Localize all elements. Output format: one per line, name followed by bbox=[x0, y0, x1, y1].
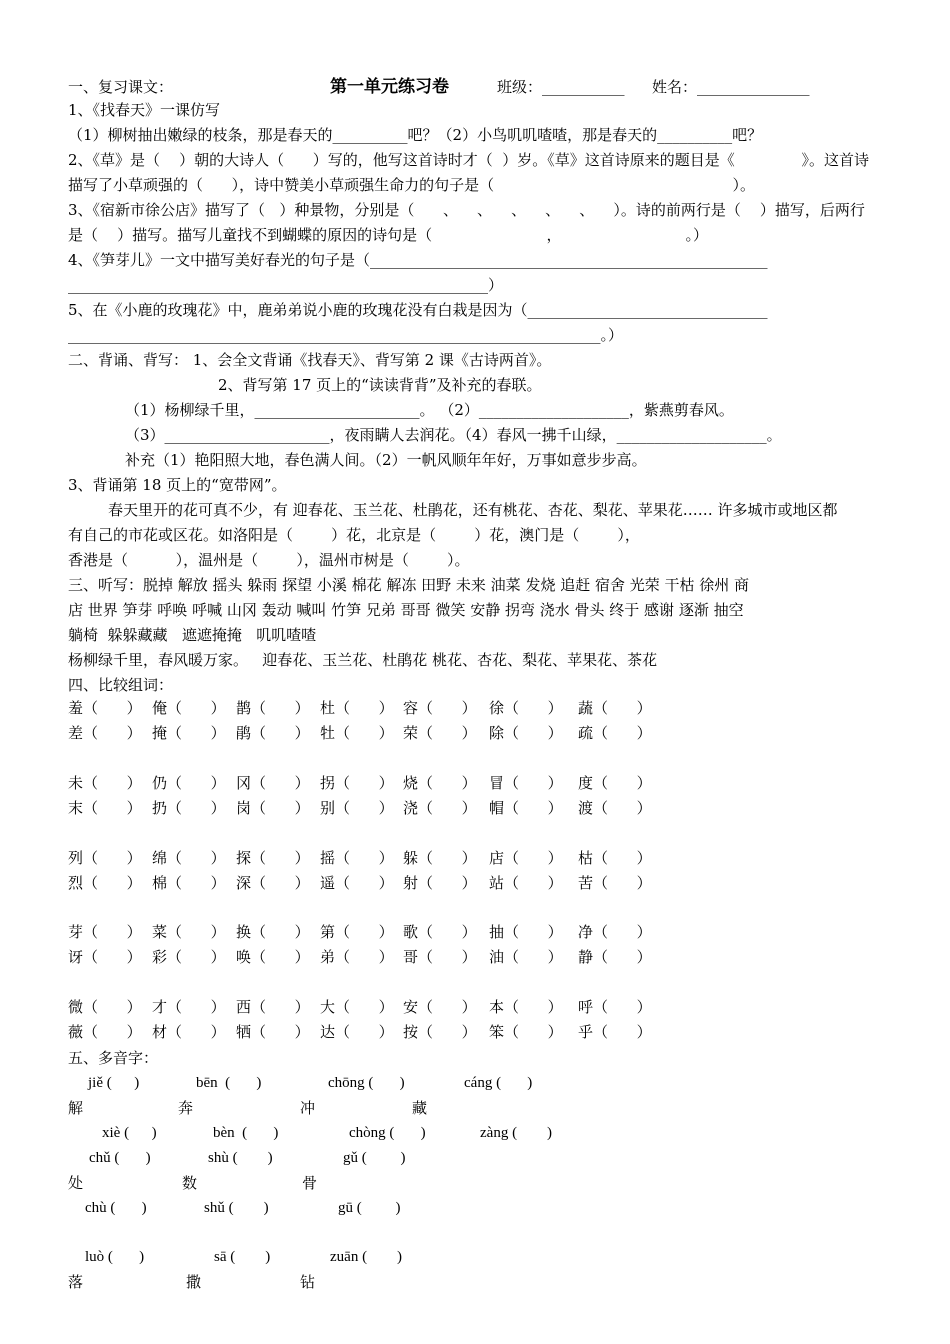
dictation-line-2: 店 世界 笋芽 呼唤 呼喊 山冈 轰动 喊叫 竹笋 兄弟 哥哥 微笑 安静 拐弯 浇水 骨头 终于 感谢 逐渐 抽空 bbox=[68, 601, 744, 619]
compare-char: 摇 bbox=[320, 849, 336, 867]
compare-cell bbox=[320, 995, 394, 1019]
answer-blank[interactable]: （ ） bbox=[593, 799, 652, 817]
compare-char: 站 bbox=[489, 874, 505, 892]
compare-cell bbox=[68, 721, 142, 745]
answer-blank[interactable]: （ ） bbox=[167, 699, 226, 717]
answer-blank[interactable]: （ ） bbox=[167, 948, 226, 966]
answer-blank[interactable]: （ ） bbox=[251, 699, 310, 717]
answer-blank[interactable]: （ ） bbox=[504, 998, 563, 1016]
answer-blank[interactable]: （ ） bbox=[504, 874, 563, 892]
answer-blank[interactable]: （ ） bbox=[504, 699, 563, 717]
compare-char: 深 bbox=[236, 874, 252, 892]
compare-cell bbox=[236, 846, 310, 870]
class-field: 班级：___________ bbox=[497, 78, 625, 96]
compare-char: 蔬 bbox=[578, 699, 594, 717]
char-shu: 数 bbox=[182, 1174, 198, 1192]
compare-cell bbox=[489, 796, 563, 820]
char-zuan: 钻 bbox=[300, 1273, 316, 1291]
compare-char: 扔 bbox=[152, 799, 168, 817]
compare-cell bbox=[403, 920, 477, 944]
line-flowers-3: 香港是（ ），温州是（ ），温州市树是（ ）。 bbox=[68, 551, 470, 569]
pinyin-chong4: chòng ( ) bbox=[349, 1125, 426, 1141]
compare-cell bbox=[152, 1020, 226, 1044]
compare-cell bbox=[236, 920, 310, 944]
answer-blank[interactable]: （ ） bbox=[83, 724, 142, 742]
answer-blank[interactable]: （ ） bbox=[335, 774, 394, 792]
compare-cell bbox=[489, 696, 563, 720]
compare-char: 牺 bbox=[236, 1023, 252, 1041]
compare-cell bbox=[489, 945, 563, 969]
compare-cell bbox=[489, 871, 563, 895]
answer-blank[interactable]: （ ） bbox=[83, 948, 142, 966]
compare-cell bbox=[152, 796, 226, 820]
answer-blank[interactable]: （ ） bbox=[167, 724, 226, 742]
answer-blank[interactable]: （ ） bbox=[418, 948, 477, 966]
compare-cell bbox=[403, 796, 477, 820]
compare-char: 微 bbox=[68, 998, 84, 1016]
pinyin-gu1: gū ( ) bbox=[338, 1200, 401, 1216]
answer-blank[interactable]: （ ） bbox=[335, 849, 394, 867]
compare-char: 枯 bbox=[578, 849, 594, 867]
pinyin-zuan1: zuān ( ) bbox=[330, 1249, 403, 1265]
compare-char: 歌 bbox=[403, 923, 419, 941]
section-3-dictation-1: 三、听写：脱掉 解放 摇头 躲雨 探望 小溪 棉花 解冻 田野 未来 油菜 发烧 追赶 宿舍 光荣 干枯 徐州 商 bbox=[68, 576, 750, 594]
compare-cell bbox=[403, 721, 477, 745]
pinyin-chu3: chǔ ( ) bbox=[89, 1150, 151, 1166]
answer-blank[interactable]: （ ） bbox=[593, 774, 652, 792]
compare-char: 掩 bbox=[152, 724, 168, 742]
answer-blank[interactable]: （ ） bbox=[83, 1023, 142, 1041]
answer-blank[interactable]: （ ） bbox=[504, 849, 563, 867]
compare-char: 鹃 bbox=[236, 724, 252, 742]
compare-char: 烈 bbox=[68, 874, 84, 892]
compare-char: 杜 bbox=[320, 699, 336, 717]
compare-cell bbox=[320, 1020, 394, 1044]
compare-cell bbox=[68, 796, 142, 820]
compare-char: 冈 bbox=[236, 774, 252, 792]
answer-blank[interactable]: （ ） bbox=[593, 874, 652, 892]
compare-char: 大 bbox=[320, 998, 336, 1016]
compare-cell bbox=[578, 945, 652, 969]
answer-blank[interactable]: （ ） bbox=[83, 998, 142, 1016]
compare-char: 薇 bbox=[68, 1023, 84, 1041]
compare-char: 绵 bbox=[152, 849, 168, 867]
compare-cell bbox=[578, 920, 652, 944]
pinyin-xie4: xiè ( ) bbox=[102, 1125, 157, 1141]
answer-blank[interactable]: （ ） bbox=[83, 923, 142, 941]
compare-char: 西 bbox=[236, 998, 252, 1016]
answer-blank[interactable]: （ ） bbox=[167, 799, 226, 817]
answer-blank[interactable]: （ ） bbox=[418, 1023, 477, 1041]
char-jie: 解 bbox=[68, 1099, 84, 1117]
compare-char: 哥 bbox=[403, 948, 419, 966]
compare-cell bbox=[152, 721, 226, 745]
compare-cell bbox=[578, 696, 652, 720]
pinyin-sa1: sā ( ) bbox=[214, 1249, 271, 1265]
answer-blank[interactable]: （ ） bbox=[251, 799, 310, 817]
line-q4b: ________________________________________________________） bbox=[68, 276, 504, 294]
answer-blank[interactable]: （ ） bbox=[593, 849, 652, 867]
answer-blank[interactable]: （ ） bbox=[251, 874, 310, 892]
answer-blank[interactable]: （ ） bbox=[504, 724, 563, 742]
pinyin-shu4: shù ( ) bbox=[208, 1150, 273, 1166]
compare-char: 岗 bbox=[236, 799, 252, 817]
compare-char: 呼 bbox=[578, 998, 594, 1016]
compare-char: 渡 bbox=[578, 799, 594, 817]
line-q5a: 5、在《小鹿的玫瑰花》中，鹿弟弟说小鹿的玫瑰花没有白栽是因为（________________________________ bbox=[68, 301, 768, 319]
char-cang: 藏 bbox=[412, 1099, 428, 1117]
answer-blank[interactable]: （ ） bbox=[418, 799, 477, 817]
char-gu: 骨 bbox=[302, 1174, 318, 1192]
line-q2a: 2、《草》是（ ）朝的大诗人（ ）写的，他写这首诗时才（ ）岁。《草》这首诗原来的题目是《 》。这首诗 bbox=[68, 151, 870, 169]
compare-cell bbox=[68, 1020, 142, 1044]
compare-cell bbox=[236, 796, 310, 820]
compare-char: 俺 bbox=[152, 699, 168, 717]
compare-cell bbox=[68, 995, 142, 1019]
char-sa: 撒 bbox=[186, 1273, 202, 1291]
answer-blank[interactable]: （ ） bbox=[335, 699, 394, 717]
compare-cell bbox=[68, 871, 142, 895]
compare-char: 彩 bbox=[152, 948, 168, 966]
line-q2b: 描写了小草顽强的（ ），诗中赞美小草顽强生命力的句子是（ ）。 bbox=[68, 176, 756, 194]
compare-char: 容 bbox=[403, 699, 419, 717]
answer-blank[interactable]: （ ） bbox=[167, 849, 226, 867]
compare-char: 帽 bbox=[489, 799, 505, 817]
compare-cell bbox=[236, 721, 310, 745]
answer-blank[interactable]: （ ） bbox=[504, 1023, 563, 1041]
answer-blank[interactable]: （ ） bbox=[335, 1023, 394, 1041]
compare-cell bbox=[320, 696, 394, 720]
compare-char: 浇 bbox=[403, 799, 419, 817]
compare-cell bbox=[578, 721, 652, 745]
compare-char: 探 bbox=[236, 849, 252, 867]
compare-cell bbox=[489, 721, 563, 745]
compare-char: 材 bbox=[152, 1023, 168, 1041]
answer-blank[interactable]: （ ） bbox=[251, 849, 310, 867]
char-ben: 奔 bbox=[178, 1099, 194, 1117]
compare-cell bbox=[236, 771, 310, 795]
answer-blank[interactable]: （ ） bbox=[251, 1023, 310, 1041]
compare-char: 乎 bbox=[578, 1023, 594, 1041]
compare-char: 讶 bbox=[68, 948, 84, 966]
compare-char: 净 bbox=[578, 923, 594, 941]
line-flowers-2: 有自己的市花或区花。如洛阳是（ ）花，北京是（ ）花，澳门是（ ）， bbox=[68, 526, 640, 544]
page-title: 第一单元练习卷 bbox=[330, 77, 449, 97]
compare-cell bbox=[403, 871, 477, 895]
compare-char: 未 bbox=[68, 774, 84, 792]
compare-cell bbox=[489, 846, 563, 870]
answer-blank[interactable]: （ ） bbox=[251, 724, 310, 742]
compare-char: 笨 bbox=[489, 1023, 505, 1041]
compare-cell bbox=[152, 771, 226, 795]
compare-char: 差 bbox=[68, 724, 84, 742]
answer-blank[interactable]: （ ） bbox=[167, 874, 226, 892]
answer-blank[interactable]: （ ） bbox=[593, 1023, 652, 1041]
compare-char: 芽 bbox=[68, 923, 84, 941]
pinyin-ben4: bèn ( ) bbox=[213, 1125, 279, 1141]
answer-blank[interactable]: （ ） bbox=[593, 699, 652, 717]
answer-blank[interactable]: （ ） bbox=[593, 998, 652, 1016]
compare-char: 按 bbox=[403, 1023, 419, 1041]
line-couplet-2: （3）______________________，夜雨瞒人去润花。（4）春风一拂千山绿，____________________。 bbox=[125, 426, 782, 444]
compare-char: 除 bbox=[489, 724, 505, 742]
compare-cell bbox=[320, 796, 394, 820]
answer-blank[interactable]: （ ） bbox=[83, 849, 142, 867]
compare-cell bbox=[236, 871, 310, 895]
answer-blank[interactable]: （ ） bbox=[83, 699, 142, 717]
answer-blank[interactable]: （ ） bbox=[335, 923, 394, 941]
compare-char: 苦 bbox=[578, 874, 594, 892]
line-q5b: _______________________________________________________________________。） bbox=[68, 326, 624, 344]
compare-cell bbox=[578, 995, 652, 1019]
compare-cell bbox=[320, 721, 394, 745]
compare-cell bbox=[68, 846, 142, 870]
compare-cell bbox=[320, 920, 394, 944]
compare-char: 度 bbox=[578, 774, 594, 792]
compare-cell bbox=[152, 995, 226, 1019]
answer-blank[interactable]: （ ） bbox=[335, 998, 394, 1016]
section-2-heading: 二、背诵、背写： 1、会全文背诵《找春天》、背写第 2 课《古诗两首》。 bbox=[68, 351, 552, 369]
answer-blank[interactable]: （ ） bbox=[335, 874, 394, 892]
compare-cell bbox=[578, 796, 652, 820]
answer-blank[interactable]: （ ） bbox=[418, 874, 477, 892]
section-4-heading: 四、比较组词： bbox=[68, 676, 174, 694]
char-chong: 冲 bbox=[300, 1099, 316, 1117]
compare-char: 本 bbox=[489, 998, 505, 1016]
compare-char: 列 bbox=[68, 849, 84, 867]
compare-char: 射 bbox=[403, 874, 419, 892]
line-imitation: （1）柳树抽出嫩绿的枝条，那是春天的__________吧？（2）小鸟叽叽喳喳，那是春天的__________吧？ bbox=[68, 126, 763, 144]
dictation-line-4: 杨柳绿千里，春风暖万家。 迎春花、玉兰花、杜鹃花 桃花、杏花、梨花、苹果花、茶花 bbox=[68, 651, 658, 669]
compare-char: 静 bbox=[578, 948, 594, 966]
answer-blank[interactable]: （ ） bbox=[418, 774, 477, 792]
compare-cell bbox=[152, 945, 226, 969]
compare-cell bbox=[152, 696, 226, 720]
pinyin-zang4: zàng ( ) bbox=[480, 1125, 553, 1141]
compare-cell bbox=[152, 920, 226, 944]
char-luo: 落 bbox=[68, 1273, 84, 1291]
answer-blank[interactable]: （ ） bbox=[167, 774, 226, 792]
line-couplet-1: （1）杨柳绿千里，______________________。 （2）____________________，紫燕剪春风。 bbox=[125, 401, 734, 419]
compare-cell bbox=[403, 846, 477, 870]
compare-char: 唤 bbox=[236, 948, 252, 966]
answer-blank[interactable]: （ ） bbox=[418, 699, 477, 717]
compare-char: 抽 bbox=[489, 923, 505, 941]
compare-cell bbox=[403, 995, 477, 1019]
compare-cell bbox=[489, 771, 563, 795]
compare-char: 仍 bbox=[152, 774, 168, 792]
answer-blank[interactable]: （ ） bbox=[251, 998, 310, 1016]
answer-blank[interactable]: （ ） bbox=[251, 948, 310, 966]
compare-char: 达 bbox=[320, 1023, 336, 1041]
compare-char: 末 bbox=[68, 799, 84, 817]
answer-blank[interactable]: （ ） bbox=[504, 923, 563, 941]
compare-cell bbox=[68, 920, 142, 944]
compare-char: 牡 bbox=[320, 724, 336, 742]
char-chu: 处 bbox=[68, 1174, 84, 1192]
compare-cell bbox=[403, 1020, 477, 1044]
pinyin-shu3: shǔ ( ) bbox=[204, 1200, 269, 1216]
line-lesson-1: 1、《找春天》一课仿写 bbox=[68, 101, 221, 119]
compare-cell bbox=[578, 771, 652, 795]
section-5-heading: 五、多音字： bbox=[68, 1049, 159, 1067]
compare-cell bbox=[489, 920, 563, 944]
answer-blank[interactable]: （ ） bbox=[335, 724, 394, 742]
pinyin-jie3: jiě ( ) bbox=[88, 1075, 140, 1091]
compare-cell bbox=[578, 871, 652, 895]
compare-char: 第 bbox=[320, 923, 336, 941]
compare-char: 疏 bbox=[578, 724, 594, 742]
answer-blank[interactable]: （ ） bbox=[167, 998, 226, 1016]
answer-blank[interactable]: （ ） bbox=[593, 724, 652, 742]
compare-cell bbox=[68, 771, 142, 795]
compare-cell bbox=[489, 995, 563, 1019]
name-field: 姓名：_______________ bbox=[652, 78, 810, 96]
line-supplement: 补充（1）艳阳照大地，春色满人间。（2）一帆风顺年年好，万事如意步步高。 bbox=[125, 451, 647, 469]
compare-char: 遥 bbox=[320, 874, 336, 892]
answer-blank[interactable]: （ ） bbox=[335, 948, 394, 966]
compare-cell bbox=[152, 871, 226, 895]
pinyin-chong1: chōng ( ) bbox=[328, 1075, 405, 1091]
compare-char: 换 bbox=[236, 923, 252, 941]
answer-blank[interactable]: （ ） bbox=[83, 874, 142, 892]
compare-cell bbox=[320, 945, 394, 969]
line-q3b: 是（ ）描写。描写儿童找不到蝴蝶的原因的诗句是（ ， 。） bbox=[68, 226, 708, 244]
answer-blank[interactable]: （ ） bbox=[167, 1023, 226, 1041]
compare-cell bbox=[403, 945, 477, 969]
line-q3a: 3、《宿新市徐公店》描写了（ ）种景物，分别是（ 、 、 、 、 、 ）。诗的前两行是（ ）描写，后两行 bbox=[68, 201, 865, 219]
pinyin-cang2: cáng ( ) bbox=[464, 1075, 533, 1091]
compare-cell bbox=[68, 696, 142, 720]
compare-cell bbox=[152, 846, 226, 870]
compare-cell bbox=[578, 846, 652, 870]
answer-blank[interactable]: （ ） bbox=[83, 774, 142, 792]
answer-blank[interactable]: （ ） bbox=[504, 799, 563, 817]
dictation-line-3: 躺椅 躲躲藏藏 遮遮掩掩 叽叽喳喳 bbox=[68, 626, 317, 644]
answer-blank[interactable]: （ ） bbox=[83, 799, 142, 817]
compare-char: 棉 bbox=[152, 874, 168, 892]
compare-cell bbox=[320, 871, 394, 895]
answer-blank[interactable]: （ ） bbox=[251, 774, 310, 792]
compare-char: 躲 bbox=[403, 849, 419, 867]
pinyin-gu3: gǔ ( ) bbox=[343, 1150, 406, 1166]
compare-cell bbox=[320, 846, 394, 870]
line-q4a: 4、《笋芽儿》一文中描写美好春光的句子是（_____________________________________________________ bbox=[68, 251, 768, 269]
compare-char: 冒 bbox=[489, 774, 505, 792]
compare-char: 安 bbox=[403, 998, 419, 1016]
compare-char: 徐 bbox=[489, 699, 505, 717]
answer-blank[interactable]: （ ） bbox=[167, 923, 226, 941]
pinyin-luo4: luò ( ) bbox=[85, 1249, 145, 1265]
compare-cell bbox=[489, 1020, 563, 1044]
answer-blank[interactable]: （ ） bbox=[504, 774, 563, 792]
compare-char: 别 bbox=[320, 799, 336, 817]
compare-char: 弟 bbox=[320, 948, 336, 966]
answer-blank[interactable]: （ ） bbox=[418, 849, 477, 867]
answer-blank[interactable]: （ ） bbox=[418, 724, 477, 742]
compare-char: 烧 bbox=[403, 774, 419, 792]
pinyin-chu4: chù ( ) bbox=[85, 1200, 147, 1216]
compare-cell bbox=[236, 995, 310, 1019]
answer-blank[interactable]: （ ） bbox=[418, 923, 477, 941]
compare-char: 鹊 bbox=[236, 699, 252, 717]
pinyin-ben1: bēn ( ) bbox=[196, 1075, 262, 1091]
compare-char: 才 bbox=[152, 998, 168, 1016]
compare-cell bbox=[320, 771, 394, 795]
answer-blank[interactable]: （ ） bbox=[593, 948, 652, 966]
answer-blank[interactable]: （ ） bbox=[335, 799, 394, 817]
answer-blank[interactable]: （ ） bbox=[251, 923, 310, 941]
compare-cell bbox=[403, 771, 477, 795]
compare-char: 羞 bbox=[68, 699, 84, 717]
section-1-heading: 一、复习课文： bbox=[68, 78, 174, 96]
compare-cell bbox=[68, 945, 142, 969]
compare-char: 拐 bbox=[320, 774, 336, 792]
compare-cell bbox=[236, 696, 310, 720]
line-flowers-1: 春天里开的花可真不少，有 迎春花、玉兰花、杜鹃花，还有桃花、杏花、梨花、苹果花…… 许多城市或地区都 bbox=[108, 501, 838, 519]
answer-blank[interactable]: （ ） bbox=[418, 998, 477, 1016]
compare-cell bbox=[403, 696, 477, 720]
answer-blank[interactable]: （ ） bbox=[504, 948, 563, 966]
compare-char: 店 bbox=[489, 849, 505, 867]
compare-cell bbox=[236, 1020, 310, 1044]
compare-char: 菜 bbox=[152, 923, 168, 941]
compare-cell bbox=[236, 945, 310, 969]
compare-char: 油 bbox=[489, 948, 505, 966]
answer-blank[interactable]: （ ） bbox=[593, 923, 652, 941]
compare-char: 荣 bbox=[403, 724, 419, 742]
line-recite-3: 3、背诵第 18 页上的“宽带网”。 bbox=[68, 476, 287, 494]
line-recite-2: 2、背写第 17 页上的“读读背背”及补充的春联。 bbox=[218, 376, 542, 394]
compare-cell bbox=[578, 1020, 652, 1044]
